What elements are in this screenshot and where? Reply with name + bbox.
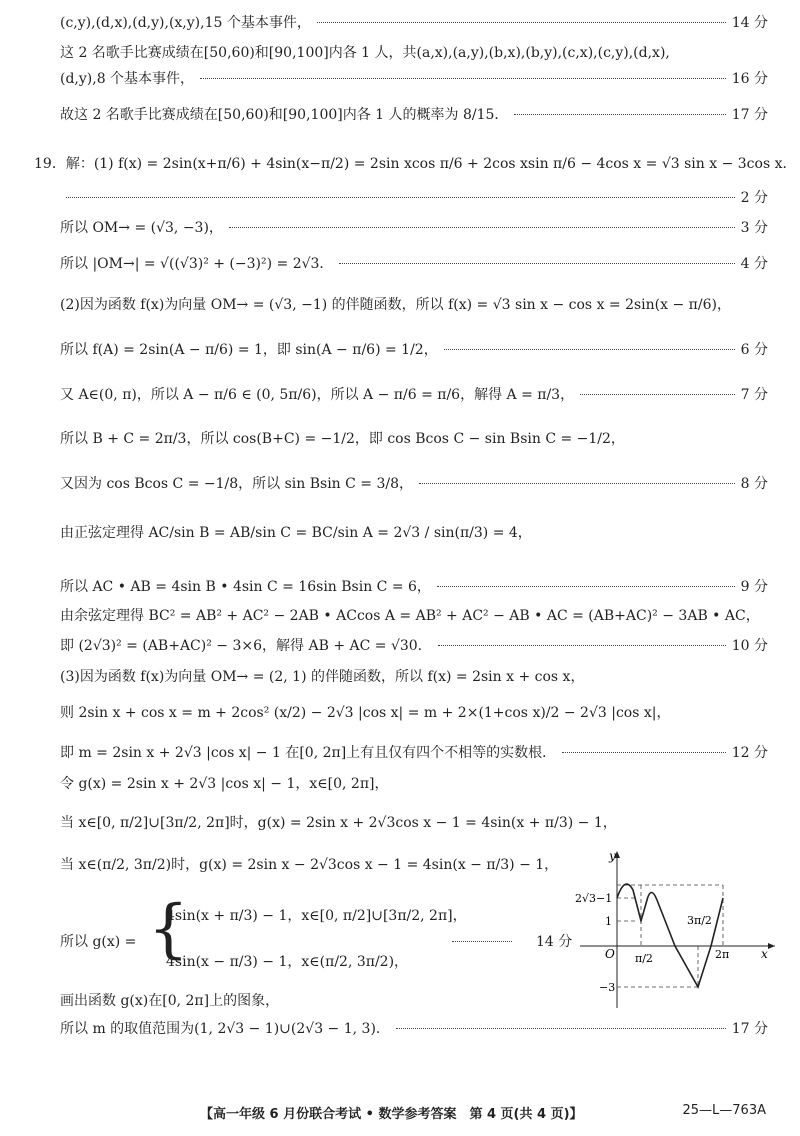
line-text: (d,y),8 个基本事件， [60, 71, 195, 87]
line-text: 故这 2 名歌手比赛成绩在[50,60)和[90,100]内各 1 人的概率为 8/15． [60, 107, 509, 123]
footer-title: 【高一年级 6 月份联合考试 • 数学参考答案 第 4 页(共 4 页)】 [200, 1107, 583, 1122]
y-axis-label: y [609, 849, 616, 863]
text-line [60, 386, 768, 404]
line-text: 令 g(x) = 2sin x + 2√3 |cos x| − 1，x∈[0, 2π]， [60, 776, 389, 792]
text-line [60, 44, 768, 62]
text-line [60, 814, 617, 832]
line-text: 当 x∈(π/2, 3π/2)时，g(x) = 2sin x − 2√3cos x − 1 = 4sin(x − π/3) − 1， [60, 857, 559, 873]
score-label: 14 分 [536, 934, 573, 950]
line-text: 由余弦定理得 BC² = AB² + AC² − 2AB • ACcos A = AB² + AC² − AB • AC = (AB+AC)² − 3AB • AC， [60, 608, 760, 624]
dot-leader [339, 263, 734, 264]
left-brace: { [148, 892, 189, 966]
line-text: 又 A∈(0, π)，所以 A − π/6 ∈ (0, 5π/6)，所以 A − π/6 = π/6，解得 A = π/3， [60, 387, 575, 403]
text-line [34, 155, 797, 173]
x-axis-arrow [768, 943, 775, 949]
text-line [60, 578, 768, 596]
score-label: 9 分 [740, 579, 768, 595]
dot-leader [66, 197, 735, 198]
function-graph [575, 848, 780, 1010]
text-line [60, 992, 560, 1010]
text-line [60, 14, 768, 32]
text-line [60, 668, 768, 686]
dot-leader [514, 114, 725, 115]
text-line [60, 255, 768, 273]
piecewise-lead: 所以 g(x) = [60, 934, 137, 950]
dot-leader [396, 1028, 726, 1029]
text-line [60, 189, 768, 207]
score-label: 12 分 [731, 745, 768, 761]
score-label: 8 分 [740, 476, 768, 492]
dot-leader [229, 227, 735, 228]
line-text: 又因为 cos Bcos C = −1/8，所以 sin Bsin C = 3/8， [60, 476, 414, 492]
score-label: 4 分 [740, 256, 768, 272]
score-label: 7 分 [740, 387, 768, 403]
score-label: 17 分 [731, 107, 768, 123]
line-text: 即 (2√3)² = (AB+AC)² − 3×6，解得 AB + AC = √30． [60, 638, 432, 654]
text-line [60, 704, 768, 722]
text-line [60, 70, 768, 88]
text-line [60, 607, 768, 625]
piecewise-case-2: 4sin(x − π/3) − 1，x∈(π/2, 3π/2)， [166, 954, 409, 970]
line-text: 由正弦定理得 AC/sin B = AB/sin C = BC/sin A = 2√3 / sin(π/3) = 4， [60, 525, 532, 541]
line-text: 所以 m 的取值范围为(1, 2√3 − 1)∪(2√3 − 1, 3)． [60, 1021, 390, 1037]
dot-leader [562, 752, 726, 753]
text-line [60, 775, 768, 793]
text-line [60, 430, 768, 448]
score-label: 16 分 [731, 71, 768, 87]
text-line [60, 296, 768, 314]
dot-leader [437, 586, 735, 587]
dot-leader [580, 394, 735, 395]
line-text: 所以 AC • AB = 4sin B • 4sin C = 16sin Bsin C = 6， [60, 579, 431, 595]
text-line [60, 341, 768, 359]
line-text: 所以 |OM→| = √((√3)² + (−3)²) = 2√3． [60, 256, 334, 272]
line-text: 所以 OM→ = (√3, −3)， [60, 220, 223, 236]
dot-leader [317, 22, 726, 23]
tick-2pi: 2π [715, 948, 730, 961]
line-text: 画出函数 g(x)在[0, 2π]上的图象， [60, 993, 280, 1009]
g-curve [617, 884, 723, 987]
tick-1: 1 [605, 915, 612, 928]
piecewise-case-1: 4sin(x + π/3) − 1，x∈[0, π/2]∪[3π/2, 2π]， [166, 908, 467, 924]
text-line [60, 106, 768, 124]
tick-neg3: −3 [599, 981, 616, 994]
score-label: 14 分 [731, 15, 768, 31]
text-line [60, 524, 768, 542]
footer-code: 25—L—763A [682, 1103, 766, 1118]
text-line [60, 856, 560, 874]
line-text: (3)因为函数 f(x)为向量 OM→ = (2, 1) 的伴随函数，所以 f(x) = 2sin x + cos x， [60, 669, 585, 685]
score-label: 2 分 [740, 190, 768, 206]
line-text: 当 x∈[0, π/2]∪[3π/2, 2π]时，g(x) = 2sin x + 2√3cos x − 1 = 4sin(x + π/3) − 1， [60, 815, 617, 831]
tick-2sqrt3-minus1: 2√3−1 [575, 892, 613, 905]
line-text: 即 m = 2sin x + 2√3 |cos x| − 1 在[0, 2π]上有且仅有四个不相等的实数根． [60, 745, 557, 761]
line-text: 所以 B + C = 2π/3，所以 cos(B+C) = −1/2，即 cos Bcos C − sin Bsin C = −1/2， [60, 431, 625, 447]
text-line [60, 744, 768, 762]
text-line [60, 637, 768, 655]
line-text: (c,y),(d,x),(d,y),(x,y),15 个基本事件， [60, 15, 311, 31]
tick-pi-over-2: π/2 [635, 952, 653, 965]
dot-leader [438, 645, 726, 646]
score-label: 17 分 [731, 1021, 768, 1037]
x-axis-label: x [761, 947, 768, 961]
score-label: 3 分 [740, 220, 768, 236]
line-text: (2)因为函数 f(x)为向量 OM→ = (√3, −1) 的伴随函数，所以 f(x) = √3 sin x − cos x = 2sin(x − π/6)， [60, 297, 731, 313]
text-line [60, 1020, 768, 1038]
dot-leader [419, 483, 735, 484]
dot-leader [452, 931, 512, 942]
line-text: 这 2 名歌手比赛成绩在[50,60)和[90,100]内各 1 人，共(a,x),(a,y),(b,x),(b,y),(c,x),(c,y),(d,x), [60, 45, 670, 61]
piecewise-definition [60, 892, 580, 975]
tick-3pi-over-2: 3π/2 [687, 914, 712, 927]
dot-leader [200, 78, 726, 79]
origin-label: O [605, 947, 615, 961]
text-line [60, 219, 768, 237]
score-label: 6 分 [740, 342, 768, 358]
line-text: 19．解：(1) f(x) = 2sin(x+π/6) + 4sin(x−π/2) = 2sin xcos π/6 + 2cos xsin π/6 − 4cos x = √3 sin x − 3cos x． [34, 156, 797, 172]
line-text: 所以 f(A) = 2sin(A − π/6) = 1，即 sin(A − π/6) = 1/2， [60, 342, 438, 358]
text-line [60, 475, 768, 493]
line-text: 则 2sin x + cos x = m + 2cos² (x/2) − 2√3 |cos x| = m + 2×(1+cos x)/2 − 2√3 |cos x|， [60, 705, 671, 721]
score-label: 10 分 [731, 638, 768, 654]
dot-leader [444, 349, 735, 350]
